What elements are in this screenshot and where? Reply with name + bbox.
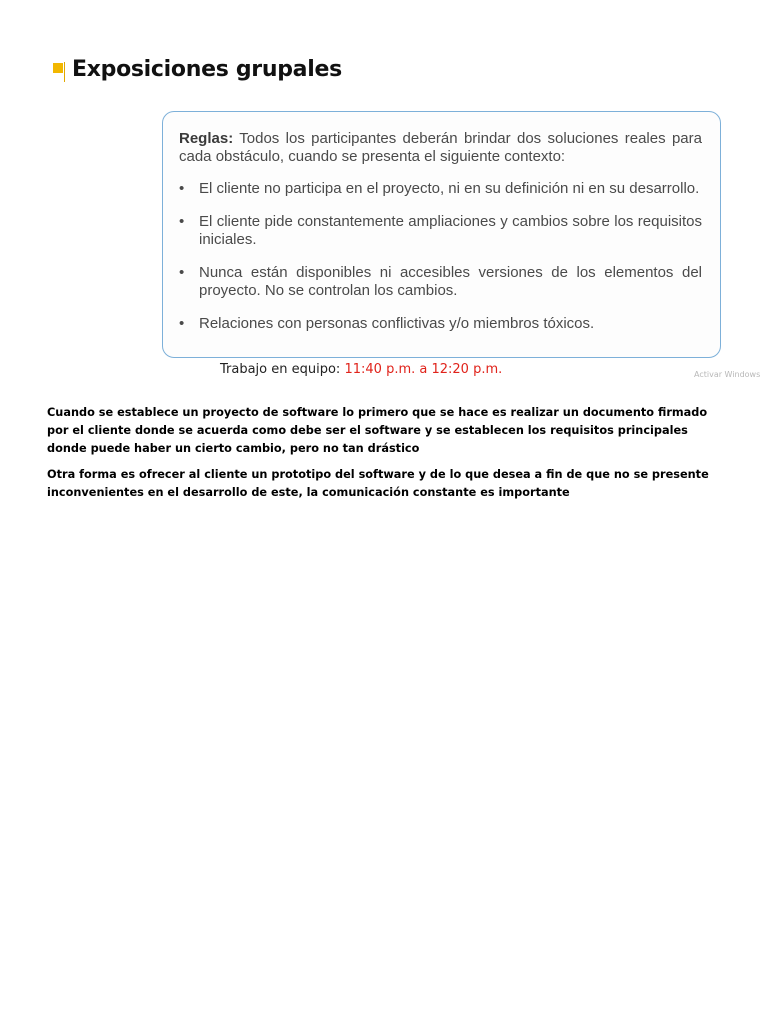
rule-item [179,213,702,249]
schedule-caption [220,362,502,377]
paragraph-2: Otra forma es ofrecer al cliente un prototipo del software y de lo que desea a fin de que no se presente inconvenientes en el desarrollo de este, la comunicación constante es importante [47,468,709,500]
bullet-icon: • [179,264,185,281]
rule-item [179,315,702,333]
windows-watermark: Activar Windows [694,370,761,379]
section-heading [52,56,342,82]
rules-label: Reglas: [179,130,234,147]
bullet-icon: • [179,180,185,197]
rule-text: Nunca están disponibles ni accesibles versiones de los elementos del proyecto. No se controlan los cambios. [199,264,702,299]
rule-text: El cliente no participa en el proyecto, ni en su definición ni en su desarrollo. [199,180,700,197]
bullet-icon: • [179,213,185,230]
bullet-icon: • [179,315,185,332]
bullet-square-icon [52,56,68,82]
caption-time: 11:40 p.m. a 12:20 p.m. [344,362,503,377]
rules-intro [179,130,702,166]
rule-text: Relaciones con personas conflictivas y/o miembros tóxicos. [199,315,595,332]
rules-box [162,111,721,358]
caption-label: Trabajo en equipo: [220,362,341,377]
rule-item [179,264,702,300]
paragraph-1: Cuando se establece un proyecto de software lo primero que se hace es realizar un documento firmado por el cliente donde se acuerda como debe ser el software y se establecen los requisitos principales donde puede haber un cierto cambio, pero no tan drástico [47,406,708,456]
page-title: Exposiciones grupales [72,56,342,82]
rules-intro-text: Todos los participantes deberán brindar dos soluciones reales para cada obstáculo, cuando se presenta el siguiente contexto: [179,130,702,165]
rule-text: El cliente pide constantemente ampliaciones y cambios sobre los requisitos iniciales. [199,213,702,248]
rule-item [179,180,702,198]
